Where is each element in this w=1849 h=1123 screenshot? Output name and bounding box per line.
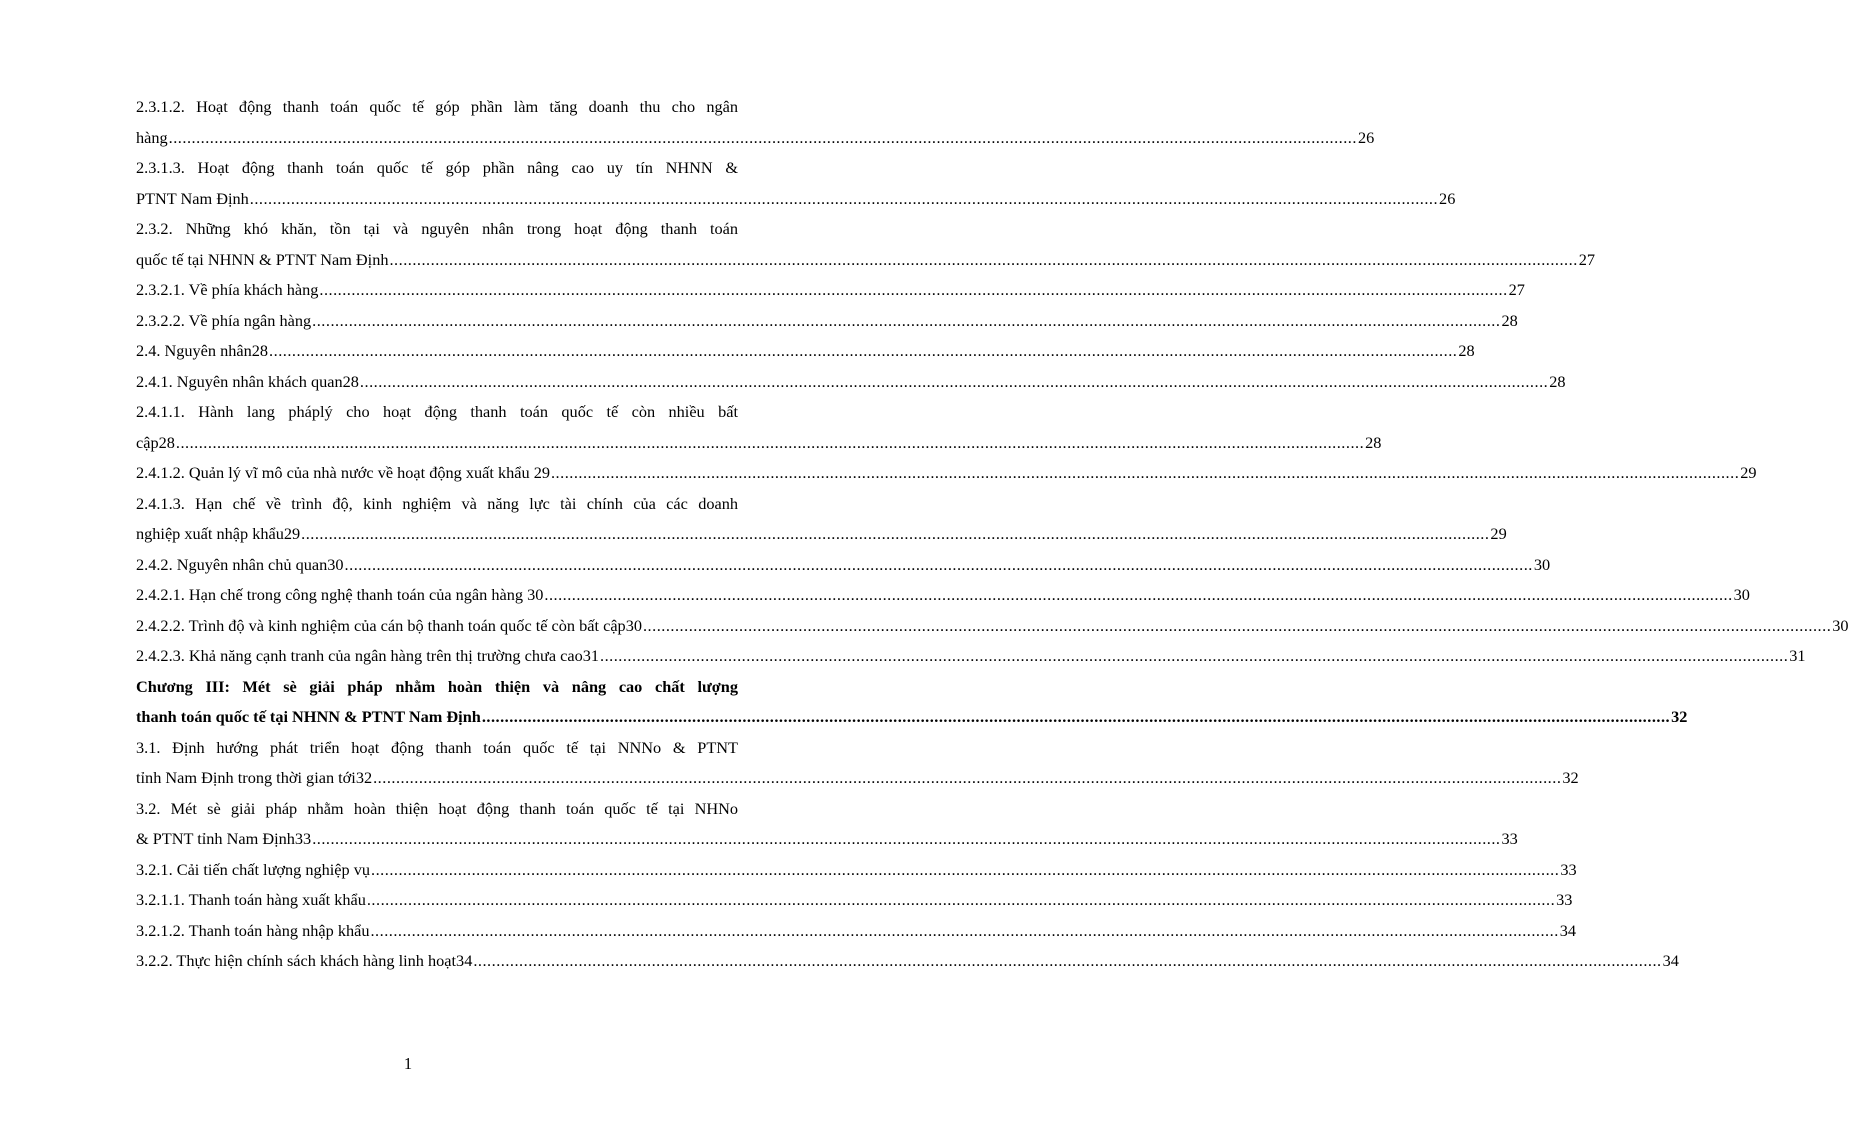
dot-leader: .................................................................................................................................................................................................................................................................... [544,585,1733,604]
dot-leader: .................................................................................................................................................................................................................................................................... [344,554,1533,574]
toc-entry-title: 2.4.2.2. Trình độ và kinh nghiệm của cán bộ thanh toán quốc tế còn bất cập30 [136,615,642,635]
toc-entry-leader-line [136,916,1577,947]
dot-leader: .................................................................................................................................................................................................................................................................... [249,188,1439,208]
toc-entry-title: nghiệp xuất nhập khẩu29 [136,524,301,543]
toc-entry-leader-line [136,824,1518,855]
toc-entry-page: 30 [1733,585,1750,604]
dot-leader: .................................................................................................................................................................................................................................................................... [370,920,1559,940]
toc-entry-line: 2.4.1.3. Hạn chế về trình độ, kinh nghiệm và năng lực tài chính của các doanh [136,493,738,513]
toc-entry [136,550,1551,581]
toc-entry-page: 32 [1671,707,1688,726]
toc-entry [136,92,1375,153]
toc-entry-leader-line [136,763,1579,794]
toc-entry-page: 26 [1357,127,1375,147]
toc-entry-line: 2.3.1.2. Hoạt động thanh toán quốc tế góp phần làm tăng doanh thu cho ngân [136,97,738,116]
dot-leader: .................................................................................................................................................................................................................................................................... [312,310,1501,330]
toc-entry-line: 2.3.2. Những khó khăn, tồn tại và nguyên nhân trong hoạt động thanh toán [136,219,738,238]
toc-entry-title: hàng [136,127,168,147]
toc-entry-page: 30 [1533,554,1551,574]
toc-entry-leader-line [136,367,1566,398]
toc-entry-title: 2.4. Nguyên nhân28 [136,341,269,360]
toc-entry-leader-line [136,275,1525,306]
toc-entry-leader-line [136,702,1688,733]
toc-entry-title: 2.4.1. Nguyên nhân khách quan28 [136,371,359,391]
toc-entry-leader-line [136,641,1806,672]
toc-entry-leader-line [136,458,1757,489]
dot-leader: .................................................................................................................................................................................................................................................................... [481,707,1671,726]
table-of-contents [136,92,1849,977]
toc-entry-title: 2.3.2.1. Về phía khách hàng [136,280,319,299]
toc-entry [136,641,1806,672]
toc-entry-line: 3.2. Mét sè giải pháp nhằm hoàn thiện hoạt động thanh toán quốc tế tại NHNo [136,798,738,818]
toc-entry-page: 28 [1458,341,1475,360]
toc-entry-leader-line [136,306,1518,337]
toc-entry [136,153,1456,214]
toc-entry-line: 2.3.1.3. Hoạt động thanh toán quốc tế góp phần nâng cao uy tín NHNN & [136,158,738,177]
toc-entry-page: 33 [1556,890,1573,909]
toc-entry-page: 26 [1439,188,1456,208]
toc-entry [136,611,1849,642]
toc-entry-title: 2.4.2. Nguyên nhân chủ quan30 [136,554,344,574]
toc-entry [136,367,1566,398]
dot-leader: .................................................................................................................................................................................................................................................................... [301,524,1490,543]
toc-entry-title: 2.3.2.2. Về phía ngân hàng [136,310,312,330]
toc-entry-title: 3.2.1.2. Thanh toán hàng nhập khẩu [136,920,370,940]
toc-entry-title: 3.2.1.1. Thanh toán hàng xuất khẩu [136,890,366,909]
toc-entry-page: 28 [1365,432,1382,452]
page-number: 1 [403,1054,413,1073]
toc-entry [136,672,1688,733]
toc-entry-line: Chương III: Mét sè giải pháp nhằm hoàn thiện và nâng cao chất lượng [136,676,738,696]
toc-entry-line: 2.4.1.1. Hành lang pháplý cho hoạt động thanh toán quốc tế còn nhiều bất [136,402,738,421]
toc-entry-title: quốc tế tại NHNN & PTNT Nam Định [136,249,389,269]
toc-entry-title: thanh toán quốc tế tại NHNN & PTNT Nam Định [136,707,481,726]
toc-entry-leader-line [136,336,1475,367]
dot-leader: .................................................................................................................................................................................................................................................................... [175,432,1365,452]
toc-entry-leader-line [136,428,1382,459]
dot-leader: .................................................................................................................................................................................................................................................................... [312,829,1501,848]
toc-entry-page: 27 [1578,249,1596,269]
toc-entry-leader-line [136,550,1551,581]
toc-entry-page: 34 [1662,951,1679,970]
toc-entry [136,916,1577,947]
toc-entry-leader-line [136,245,1596,276]
toc-entry-leader-line [136,580,1750,611]
dot-leader: .................................................................................................................................................................................................................................................................... [269,341,1458,360]
toc-entry-title: 2.4.2.1. Hạn chế trong công nghệ thanh toán của ngân hàng 30 [136,585,544,604]
toc-entry-line: 3.1. Định hướng phát triển hoạt động thanh toán quốc tế tại NNNo & PTNT [136,737,738,757]
dot-leader: .................................................................................................................................................................................................................................................................... [389,249,1578,269]
toc-entry-page: 28 [1501,310,1518,330]
toc-entry-page: 34 [1559,920,1577,940]
toc-entry-title: 2.4.2.3. Khả năng cạnh tranh của ngân hàng trên thị trường chưa cao31 [136,646,599,665]
toc-entry-page: 33 [1560,859,1577,879]
toc-entry [136,946,1679,977]
toc-entry [136,489,1507,550]
toc-entry-page: 32 [1562,768,1579,787]
toc-entry-page: 29 [1490,524,1507,543]
toc-entry-leader-line [136,611,1849,642]
toc-entry-leader-line [136,123,1375,154]
toc-entry [136,733,1579,794]
toc-entry-leader-line [136,885,1573,916]
toc-entry-title: 3.2.1. Cải tiến chất lượng nghiệp vụ [136,859,371,879]
toc-entry [136,397,1382,458]
toc-entry [136,336,1475,367]
dot-leader: .................................................................................................................................................................................................................................................................... [359,371,1549,391]
toc-entry-leader-line [136,946,1679,977]
dot-leader: .................................................................................................................................................................................................................................................................... [473,951,1662,970]
dot-leader: .................................................................................................................................................................................................................................................................... [319,280,1508,299]
toc-entry-page: 30 [1832,615,1849,635]
toc-entry-page: 27 [1508,280,1525,299]
toc-entry-title: cập28 [136,432,175,452]
toc-entry-leader-line [136,184,1456,215]
toc-entry [136,794,1518,855]
toc-entry [136,885,1573,916]
toc-entry [136,306,1518,337]
toc-entry-page: 28 [1549,371,1566,391]
toc-entry [136,214,1596,275]
toc-entry-title: 3.2.2. Thực hiện chính sách khách hàng linh hoạt34 [136,951,473,970]
toc-entry [136,275,1525,306]
toc-entry-leader-line [136,855,1577,886]
toc-entry-title: & PTNT tỉnh Nam Định33 [136,829,312,848]
toc-entry [136,855,1577,886]
dot-leader: .................................................................................................................................................................................................................................................................... [373,768,1562,787]
dot-leader: .................................................................................................................................................................................................................................................................... [642,615,1832,635]
toc-entry-leader-line [136,519,1507,550]
toc-entry-title: tỉnh Nam Định trong thời gian tới32 [136,768,373,787]
toc-entry-page: 31 [1789,646,1806,665]
toc-entry-title: PTNT Nam Định [136,188,249,208]
dot-leader: .................................................................................................................................................................................................................................................................... [366,890,1556,909]
dot-leader: .................................................................................................................................................................................................................................................................... [600,646,1789,665]
dot-leader: .................................................................................................................................................................................................................................................................... [371,859,1560,879]
toc-entry [136,580,1750,611]
toc-entry-page: 29 [1740,463,1757,482]
toc-entry-page: 33 [1501,829,1518,848]
dot-leader: .................................................................................................................................................................................................................................................................... [168,127,1357,147]
toc-entry-title: 2.4.1.2. Quản lý vĩ mô của nhà nước về hoạt động xuất khẩu 29 [136,463,550,482]
toc-entry [136,458,1757,489]
dot-leader: .................................................................................................................................................................................................................................................................... [550,463,1740,482]
